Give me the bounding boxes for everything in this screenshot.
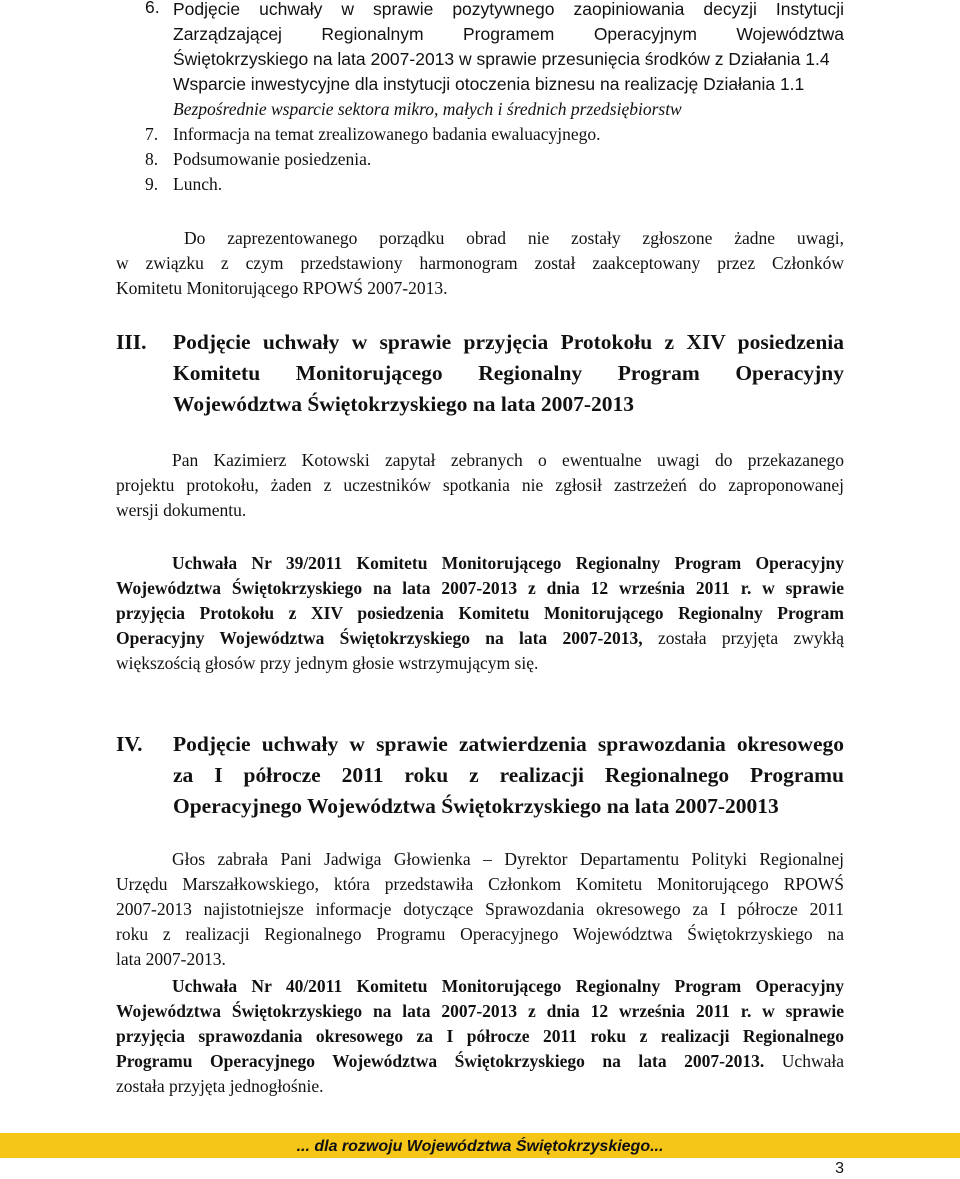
agenda-note-paragraph bbox=[116, 226, 844, 301]
heading-line: Podjęcie uchwały w sprawie zatwierdzenia sprawozdania okresowego bbox=[173, 732, 844, 756]
section-numeral: IV. bbox=[116, 732, 143, 756]
resolution-line bbox=[116, 626, 844, 651]
heading-line: Operacyjnego Województwa Świętokrzyskiego na lata 2007-20013 bbox=[173, 794, 779, 818]
section-heading bbox=[173, 729, 844, 822]
agenda-item-6-italic: Bezpośrednie wsparcie sektora mikro, małych i średnich przedsiębiorstw bbox=[173, 99, 682, 119]
agenda-item-6 bbox=[173, 0, 844, 97]
footer-slogan: ... dla rozwoju Województwa Świętokrzyskiego... bbox=[296, 1138, 664, 1155]
page-number: 3 bbox=[835, 1160, 844, 1177]
agenda-item-7: Informacja na temat zrealizowanego badania ewaluacyjnego. bbox=[173, 124, 601, 144]
paragraph-line: projektu protokołu, żaden z uczestników spotkania nie zgłosił zastrzeżeń do zaproponowanej bbox=[116, 475, 844, 495]
agenda-item-8: Podsumowanie posiedzenia. bbox=[173, 149, 372, 169]
paragraph-line: roku z realizacji Regionalnego Programu Operacyjnego Województwa Świętokrzyskiego na bbox=[116, 924, 844, 944]
paragraph-line: Komitetu Monitorującego RPOWŚ 2007-2013. bbox=[116, 278, 448, 298]
resolution-paragraph bbox=[116, 551, 844, 676]
agenda-line: Podjęcie uchwały w sprawie pozytywnego zaopiniowania decyzji Instytucji bbox=[173, 0, 844, 19]
heading-line: Komitetu Monitorującego Regionalny Program Operacyjny bbox=[173, 361, 844, 385]
agenda-item-number: 9. bbox=[145, 174, 159, 194]
resolution-line: Uchwała Nr 40/2011 Komitetu Monitorującego Regionalny Program Operacyjny bbox=[172, 976, 844, 996]
paragraph-line: 2007-2013 najistotniejsze informacje dotyczące Sprawozdania okresowego za I półrocze 2011 bbox=[116, 899, 844, 919]
agenda-item-number: 8. bbox=[145, 149, 159, 169]
resolution-line: Województwa Świętokrzyskiego na lata 2007-2013 z dnia 12 września 2011 r. w sprawie bbox=[116, 578, 844, 598]
paragraph-line: Głos zabrała Pani Jadwiga Głowienka – Dyrektor Departamentu Polityki Regionalnej bbox=[172, 849, 844, 869]
resolution-line: przyjęcia sprawozdania okresowego za I półrocze 2011 roku z realizacji Regionalnego bbox=[116, 1026, 844, 1046]
resolution-paragraph bbox=[116, 974, 844, 1099]
agenda-item-9: Lunch. bbox=[173, 174, 223, 194]
resolution-line: Uchwała Nr 39/2011 Komitetu Monitorującego Regionalny Program Operacyjny bbox=[172, 553, 844, 573]
agenda-line: Zarządzającej Regionalnym Programem Operacyjnym Województwa bbox=[173, 24, 844, 44]
heading-line: za I półrocze 2011 roku z realizacji Regionalnego Programu bbox=[173, 763, 844, 787]
section-heading bbox=[173, 327, 844, 420]
paragraph-line: Pan Kazimierz Kotowski zapytał zebranych o ewentualne uwagi do przekazanego bbox=[172, 450, 844, 470]
resolution-regular-part: została przyjęta zwykłą bbox=[642, 628, 844, 648]
resolution-line: została przyjęta jednogłośnie. bbox=[116, 1076, 324, 1096]
resolution-line bbox=[116, 1049, 844, 1074]
agenda-item-number: 7. bbox=[145, 124, 159, 144]
resolution-regular-part: Uchwała bbox=[764, 1051, 844, 1071]
resolution-line: przyjęcia Protokołu z XIV posiedzenia Komitetu Monitorującego Regionalny Program bbox=[116, 603, 844, 623]
heading-line: Województwa Świętokrzyskiego na lata 2007-2013 bbox=[173, 392, 635, 416]
resolution-line: Województwa Świętokrzyskiego na lata 2007-2013 z dnia 12 września 2011 r. w sprawie bbox=[116, 1001, 844, 1021]
paragraph-line: w związku z czym przedstawiony harmonogram został zaakceptowany przez Członków bbox=[116, 253, 844, 273]
paragraph-line: Do zaprezentowanego porządku obrad nie zostały zgłoszone żadne uwagi, bbox=[184, 228, 844, 248]
paragraph-line: wersji dokumentu. bbox=[116, 500, 247, 520]
paragraph-line: lata 2007-2013. bbox=[116, 949, 226, 969]
agenda-line: Wsparcie inwestycyjne dla instytucji otoczenia biznesu na realizację Działania 1.1 bbox=[173, 74, 805, 94]
resolution-line: większością głosów przy jednym głosie wstrzymującym się. bbox=[116, 653, 539, 673]
resolution-bold-part: Operacyjny Województwa Świętokrzyskiego na lata 2007-2013, bbox=[116, 628, 643, 648]
agenda-line: Świętokrzyskiego na lata 2007-2013 w sprawie przesunięcia środków z Działania 1.4 bbox=[173, 49, 830, 69]
resolution-bold-part: Programu Operacyjnego Województwa Świętokrzyskiego na lata 2007-2013. bbox=[116, 1051, 765, 1071]
section-numeral: III. bbox=[116, 330, 147, 354]
agenda-item-number: 6. bbox=[145, 0, 160, 17]
section-paragraph bbox=[116, 847, 844, 972]
section-paragraph bbox=[116, 448, 844, 523]
paragraph-line: Urzędu Marszałkowskiego, która przedstawiła Członkom Komitetu Monitorującego RPOWŚ bbox=[116, 874, 844, 894]
heading-line: Podjęcie uchwały w sprawie przyjęcia Protokołu z XIV posiedzenia bbox=[173, 330, 844, 354]
